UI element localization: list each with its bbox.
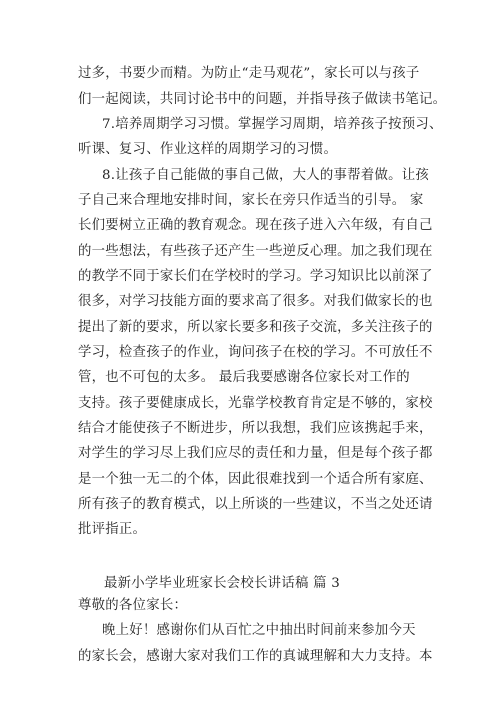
body-text-line: 过多，书要少而精。为防止“走马观花”，家长可以与孩子: [78, 66, 420, 81]
salutation: 尊敬的各位家长：: [78, 598, 188, 613]
body-text-line: 晚上好！感谢你们从百忙之中抽出时间前来参加今天: [102, 623, 416, 638]
body-text-line: 对学生的学习尽上我们应尽的责任和力量，但是每个孩子都: [78, 446, 433, 461]
body-text-line: 的教学不同于家长们在学校时的学习。学习知识比以前深了: [78, 269, 433, 284]
body-text-line: 管，也不可包的太多。 最后我要感谢各位家长对工作的: [78, 370, 410, 385]
body-text-line: 是一个独一无二的个体，因此很难找到一个适合所有家庭、: [78, 472, 433, 487]
body-text-line: 支持。孩子要健康成长，光靠学校教育肯定是不够的，家校: [78, 396, 433, 411]
body-text-line: 提出了新的要求，所以家长要多和孩子交流，多关注孩子的: [78, 320, 433, 335]
body-text-line: 们一起阅读，共同讨论书中的问题，并指导孩子做读书笔记。: [78, 92, 447, 107]
body-text-line: 7.培养周期学习习惯。掌握学习周期，培养孩子按预习、: [102, 117, 443, 132]
body-text-line: 的家长会，感谢大家对我们工作的真诚理解和大力支持。本: [78, 649, 433, 664]
body-text-line: 很多，对学习技能方面的要求高了很多。对我们做家长的也: [78, 294, 433, 309]
body-text-line: 结合才能使孩子不断进步，所以我想，我们应该携起手来，: [78, 421, 433, 436]
body-text-line: 批评指正。: [78, 522, 147, 537]
section-title: 最新小学毕业班家长会校长讲话稿 篇 3: [104, 576, 341, 591]
body-text-line: 长们要树立正确的教育观念。现在孩子进入六年级，有自己: [78, 218, 433, 233]
body-text-line: 所有孩子的教育模式，以上所谈的一些建议，不当之处还请: [78, 497, 433, 512]
body-text-line: 听课、复习、作业这样的周期学习的习惯。: [78, 142, 338, 157]
body-text-line: 的一些想法，有些孩子还产生一些逆反心理。加之我们现在: [78, 244, 433, 259]
body-text-line: 8.让孩子自己能做的事自己做，大人的事帮着做。让孩: [102, 168, 430, 183]
body-text-line: 子自己来合理地安排时间，家长在旁只作适当的引导。 家: [78, 193, 424, 208]
body-text-line: 学习，检查孩子的作业，询问孩子在校的学习。不可放任不: [78, 345, 433, 360]
